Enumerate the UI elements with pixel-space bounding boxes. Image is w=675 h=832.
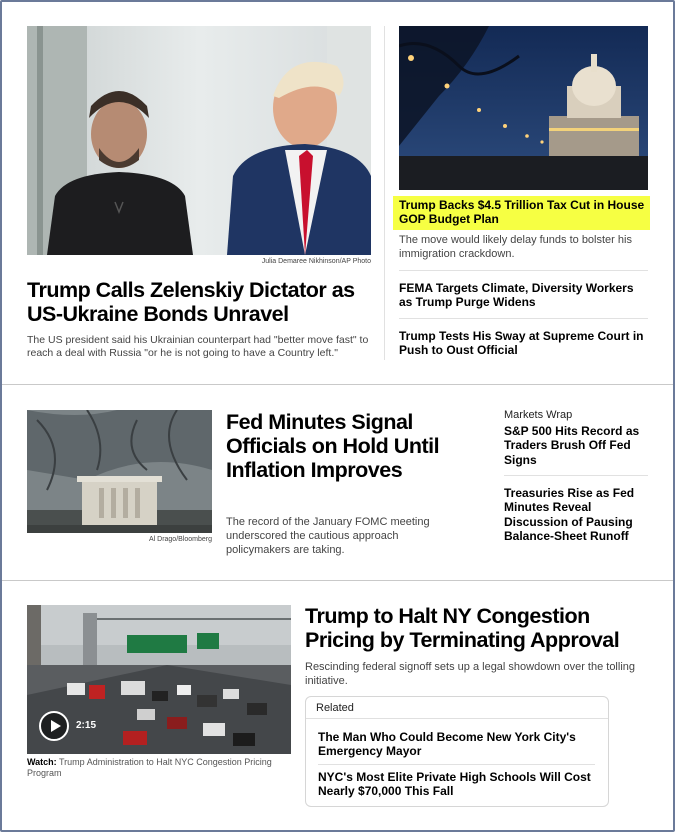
related-item-emergency-mayor[interactable]: The Man Who Could Become New York City's Emergency Mayor: [318, 730, 576, 759]
fed-dek: The record of the January FOMC meeting underscored the cautious approach policymakers are taking.: [226, 516, 430, 556]
related-item-private-schools[interactable]: NYC's Most Elite Private High Schools Will Cost Nearly $70,000 This Fall: [318, 770, 591, 799]
related-divider: [318, 764, 595, 765]
section-divider-1: [2, 384, 673, 385]
related-label: Related: [306, 697, 608, 719]
play-button-icon[interactable]: [39, 711, 69, 741]
markets-item-treasuries[interactable]: Treasuries Rise as Fed Minutes Reveal Discussion of Pausing Balance-Sheet Runoff: [504, 486, 635, 544]
sidebar-divider-1: [399, 270, 648, 271]
watch-text: Trump Administration to Halt NYC Congestion Pricing Program: [27, 757, 272, 779]
fed-image-credit: Al Drago/Bloomberg: [148, 536, 212, 543]
capitol-image[interactable]: [399, 26, 648, 190]
video-duration: 2:15: [76, 720, 97, 731]
fed-headline[interactable]: Fed Minutes Signal Officials on Hold Until Inflation Improves: [226, 410, 440, 483]
markets-item-sp500[interactable]: S&P 500 Hits Record as Traders Brush Off Fed Signs: [504, 424, 640, 467]
sidebar-divider-2: [399, 318, 648, 319]
markets-wrap-label: Markets Wrap: [504, 409, 573, 421]
congestion-headline[interactable]: Trump to Halt NY Congestion Pricing by Terminating Approval: [305, 604, 620, 653]
lead-column-divider: [384, 26, 385, 360]
lead-dek: The US president said his Ukrainian counterpart had "better move fast" to reach a deal with Russia "or he is not going to have a Country left.": [27, 334, 369, 360]
headline-highlight: Trump Backs $4.5 Trillion Tax Cut in House GOP Budget Plan: [393, 196, 650, 230]
sidebar-top-dek: The move would likely delay funds to bolster his immigration crackdown.: [399, 234, 632, 260]
video-caption[interactable]: [27, 757, 291, 780]
markets-divider: [504, 475, 648, 476]
sidebar-top-headline[interactable]: [393, 196, 650, 230]
fed-image[interactable]: [27, 410, 212, 533]
section-divider-2: [2, 580, 673, 581]
lead-image[interactable]: [27, 26, 371, 255]
lead-headline[interactable]: Trump Calls Zelenskiy Dictator as US-Ukraine Bonds Unravel: [27, 278, 355, 327]
lead-image-credit: Julia Demaree Nikhinson/AP Photo: [261, 258, 371, 265]
sidebar-item-fema[interactable]: FEMA Targets Climate, Diversity Workers as Trump Purge Widens: [399, 281, 634, 310]
congestion-dek: Rescinding federal signoff sets up a legal showdown over the tolling initiative.: [305, 661, 635, 687]
sidebar-item-supreme-court[interactable]: Trump Tests His Sway at Supreme Court in Push to Oust Official: [399, 329, 644, 358]
watch-label: Watch:: [27, 757, 57, 767]
